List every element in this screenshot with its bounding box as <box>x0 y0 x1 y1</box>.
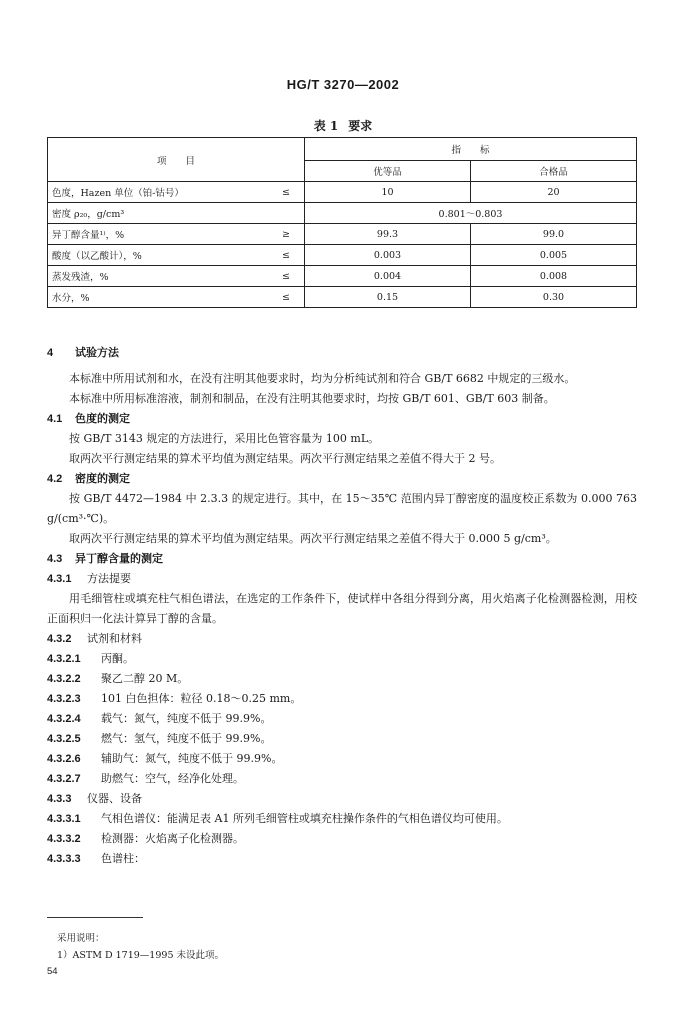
document-body <box>47 343 637 869</box>
clause-number: 4.3.2.5 <box>47 733 81 745</box>
table-caption <box>0 117 686 134</box>
list-item <box>47 709 637 729</box>
section-heading <box>47 549 637 569</box>
subsection-heading <box>47 629 637 649</box>
subsection-heading <box>47 789 637 809</box>
row-value-premium: 0.003 <box>305 245 471 266</box>
footnote-label: 采用说明： <box>57 933 105 944</box>
paragraph: 按 GB/T 3143 规定的方法进行，采用比色管容量为 100 mL。 <box>69 432 380 445</box>
list-item <box>47 809 637 829</box>
clause-number: 4.3.2.4 <box>47 713 81 725</box>
page-number: 54 <box>47 966 58 977</box>
row-item: 色度，Hazen 单位（铂-钴号） <box>48 182 269 203</box>
row-item: 酸度（以乙酸计），% <box>48 245 269 266</box>
clause-number: 4.3.2.7 <box>47 773 81 785</box>
subsection-title: 仪器、设备 <box>87 792 142 805</box>
list-item <box>47 829 637 849</box>
section-heading <box>47 469 637 489</box>
row-value-premium: 0.004 <box>305 266 471 287</box>
section-number: 4 <box>47 347 54 359</box>
header-grade-qualified: 合格品 <box>471 161 637 182</box>
row-operator: ≤ <box>268 287 305 308</box>
footnote-divider <box>47 917 143 918</box>
clause-number: 4.3.3.3 <box>47 853 81 865</box>
list-item <box>47 769 637 789</box>
table-row <box>48 203 637 224</box>
row-item: 异丁醇含量¹⁾，% <box>48 224 269 245</box>
section-number: 4.2 <box>47 473 63 485</box>
row-value-premium: 99.3 <box>305 224 471 245</box>
row-operator: ≥ <box>268 224 305 245</box>
paragraph: 取两次平行测定结果的算术平均值为测定结果。两次平行测定结果之差值不得大于 2 号。 <box>69 452 501 465</box>
section-number: 4.3 <box>47 553 63 565</box>
row-operator: ≤ <box>268 182 305 203</box>
row-operator: ≤ <box>268 266 305 287</box>
clause-text: 丙酮。 <box>101 652 134 665</box>
table-number: 表 1 <box>313 119 339 133</box>
clause-number: 4.3.3.2 <box>47 833 81 845</box>
subsection-number: 4.3.1 <box>47 573 72 585</box>
footnote-item: 1）ASTM D 1719—1995 未设此项。 <box>57 950 225 961</box>
subsection-number: 4.3.3 <box>47 793 72 805</box>
footnotes <box>57 930 617 964</box>
list-item <box>47 749 637 769</box>
section-title: 异丁醇含量的测定 <box>75 552 163 565</box>
clause-number: 4.3.2.2 <box>47 673 81 685</box>
row-item: 密度 ρ₂₀，g/cm³ <box>48 203 269 224</box>
clause-number: 4.3.2.1 <box>47 653 81 665</box>
paragraph: 取两次平行测定结果的算术平均值为测定结果。两次平行测定结果之差值不得大于 0.000 5 g/cm³。 <box>69 532 557 545</box>
table-row <box>48 266 637 287</box>
paragraph: 本标准中所用标准溶液，制剂和制品，在没有注明其他要求时，均按 GB/T 601、GB/T 603 制备。 <box>69 392 555 405</box>
row-value-merged: 0.801～0.803 <box>305 203 637 224</box>
paragraph: 用毛细管柱或填充柱气相色谱法，在选定的工作条件下，使试样中各组分得到分离，用火焰离子化检测器检测，用校正面积归一化法计算异丁醇的含量。 <box>47 592 637 625</box>
row-value-qualified: 0.30 <box>471 287 637 308</box>
subsection-number: 4.3.2 <box>47 633 72 645</box>
clause-text: 色谱柱： <box>101 852 145 865</box>
clause-number: 4.3.3.1 <box>47 813 81 825</box>
standard-code-header: HG/T 3270—2002 <box>286 77 400 92</box>
header-grade-premium: 优等品 <box>305 161 471 182</box>
row-item: 水分，% <box>48 287 269 308</box>
paragraph: 本标准中所用试剂和水，在没有注明其他要求时，均为分析纯试剂和符合 GB/T 6682 中规定的三级水。 <box>69 372 576 385</box>
clause-text: 气相色谱仪：能满足表 A1 所列毛细管柱或填充柱操作条件的气相色谱仪均可使用。 <box>101 812 508 825</box>
clause-text: 检测器：火焰离子化检测器。 <box>101 832 244 845</box>
row-value-qualified: 0.005 <box>471 245 637 266</box>
paragraph: 按 GB/T 4472—1984 中 2.3.3 的规定进行。其中，在 15～35℃ 范围内异丁醇密度的温度校正系数为 0.000 763 g/(cm³·℃)。 <box>47 492 637 525</box>
table-row <box>48 224 637 245</box>
list-item <box>47 689 637 709</box>
row-value-premium: 0.15 <box>305 287 471 308</box>
clause-text: 助燃气：空气，经净化处理。 <box>101 772 244 785</box>
clause-text: 聚乙二醇 20 M。 <box>101 672 189 685</box>
row-value-premium: 10 <box>305 182 471 203</box>
table-row <box>48 182 637 203</box>
clause-text: 燃气：氢气，纯度不低于 99.9%。 <box>101 732 272 745</box>
clause-number: 4.3.2.6 <box>47 753 81 765</box>
row-item: 蒸发残渣，% <box>48 266 269 287</box>
header-index-cell: 指 标 <box>305 138 637 161</box>
clause-number: 4.3.2.3 <box>47 693 81 705</box>
subsection-title: 试剂和材料 <box>87 632 142 645</box>
section-title: 试验方法 <box>75 346 119 359</box>
table-title: 要求 <box>348 119 373 133</box>
section-number: 4.1 <box>47 413 63 425</box>
table-row <box>48 287 637 308</box>
row-value-qualified: 99.0 <box>471 224 637 245</box>
section-heading <box>47 343 637 363</box>
requirements-table <box>47 137 637 308</box>
subsection-title: 方法提要 <box>87 572 131 585</box>
row-value-qualified: 20 <box>471 182 637 203</box>
clause-text: 载气：氮气，纯度不低于 99.9%。 <box>101 712 272 725</box>
row-operator: ≤ <box>268 245 305 266</box>
clause-text: 101 白色担体：粒径 0.18～0.25 mm。 <box>101 692 302 705</box>
section-heading <box>47 409 637 429</box>
row-operator <box>268 203 305 224</box>
list-item <box>47 669 637 689</box>
section-title: 色度的测定 <box>75 412 130 425</box>
clause-text: 辅助气：氮气，纯度不低于 99.9%。 <box>101 752 283 765</box>
header-item-cell: 项 目 <box>48 138 305 182</box>
list-item <box>47 649 637 669</box>
section-title: 密度的测定 <box>75 472 130 485</box>
list-item <box>47 729 637 749</box>
list-item <box>47 849 637 869</box>
subsection-heading <box>47 569 637 589</box>
table-row <box>48 245 637 266</box>
row-value-qualified: 0.008 <box>471 266 637 287</box>
